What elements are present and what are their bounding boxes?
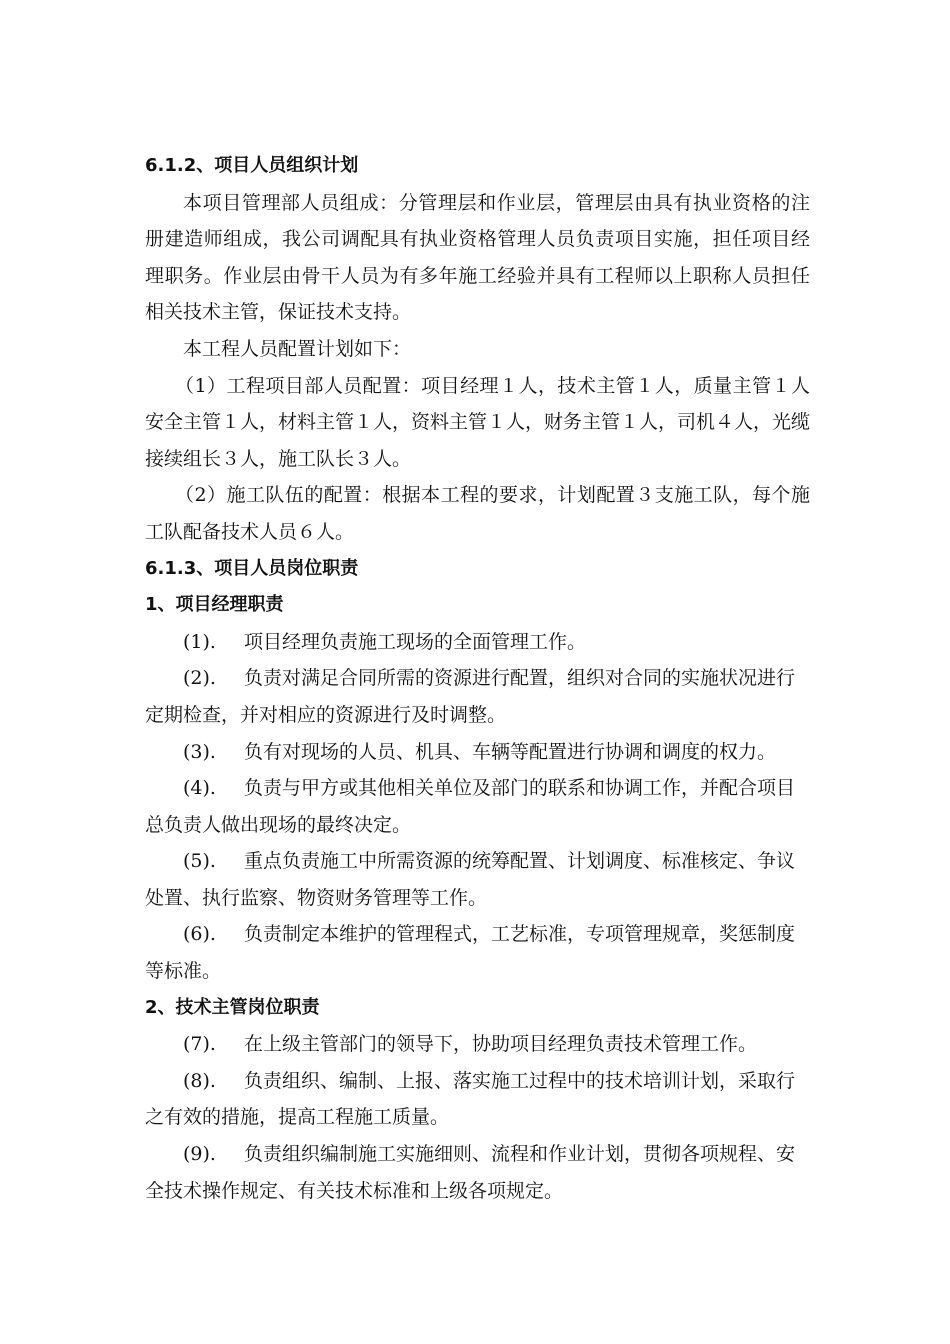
- list-item: [145, 843, 810, 916]
- list-item-line: [145, 770, 810, 807]
- subheading-project-manager: 1、项目经理职责: [145, 594, 284, 616]
- list-number: (5).: [183, 850, 216, 873]
- paragraph-organization: [145, 185, 810, 331]
- list-item: [145, 916, 810, 989]
- list-item: [145, 734, 810, 771]
- list-number: (7).: [183, 1033, 216, 1056]
- list-text: 负责制定本维护的管理程式，工艺标准，专项管理规章，奖惩制度: [244, 923, 796, 946]
- list-item-line: 全技术操作规定、有关技术标准和上级各项规定。: [145, 1179, 564, 1202]
- paragraph-line: （1）工程项目部人员配置：项目经理１人，技术主管１人，质量主管１人: [175, 374, 810, 397]
- section-heading-6-1-2: 6.1.2、项目人员组织计划: [145, 155, 359, 176]
- list-item-line: [145, 734, 810, 771]
- subheading-technical-director: 2、技术主管岗位职责: [145, 996, 320, 1018]
- list-number: (8).: [183, 1069, 216, 1092]
- list-item-line: [145, 660, 810, 697]
- paragraph-line: 相关技术主管，保证技术支持。: [145, 301, 412, 324]
- list-text: 负责组织、编制、上报、落实施工过程中的技术培训计划，采取行: [244, 1069, 796, 1092]
- list-item-line: [145, 1136, 810, 1173]
- list-item: [145, 1026, 810, 1063]
- list-text: 负有对现场的人员、机具、车辆等配置进行协调和调度的权力。: [244, 740, 777, 763]
- list-number: (4).: [183, 777, 216, 800]
- section-heading-6-1-3: 6.1.3、项目人员岗位职责: [145, 557, 359, 579]
- list-item-line: 处置、执行监察、物资财务管理等工作。: [145, 886, 488, 909]
- paragraph-line: 理职务。作业层由骨干人员为有多年施工经验并具有工程师以上职称人员担任: [145, 264, 810, 287]
- list-text: 负责对满足合同所需的资源进行配置，组织对合同的实施状况进行: [244, 667, 796, 690]
- list-item-line: [145, 916, 810, 953]
- list-text: 负责组织编制施工实施细则、流程和作业计划，贯彻各项规程、安: [244, 1143, 796, 1166]
- list-item-line: [145, 843, 810, 880]
- list-item-line: 等标准。: [145, 960, 222, 983]
- list-item: [145, 1063, 810, 1136]
- paragraph-line: 接续组长３人，施工队长３人。: [145, 447, 412, 470]
- list-item-line: [145, 1063, 810, 1100]
- paragraph-line: 工队配备技术人员６人。: [145, 520, 355, 543]
- paragraph-line: 册建造师组成，我公司调配具有执业资格管理人员负责项目实施，担任项目经: [145, 228, 810, 251]
- paragraph-staffing-item-2: [145, 477, 810, 550]
- list-item: [145, 1136, 810, 1209]
- list-number: (3).: [183, 740, 216, 763]
- list-item-line: [145, 624, 810, 661]
- list-number: (2).: [183, 667, 216, 690]
- list-item-line: 之有效的措施，提高工程施工质量。: [145, 1106, 450, 1129]
- list-item: [145, 660, 810, 733]
- paragraph-line: 本项目管理部人员组成：分管理层和作业层，管理层由具有执业资格的注: [183, 191, 810, 214]
- list-item: [145, 624, 810, 661]
- paragraph-staffing-item-1: [145, 368, 810, 478]
- paragraph-staffing-intro: 本工程人员配置计划如下：: [183, 337, 412, 360]
- list-text: 重点负责施工中所需资源的统筹配置、计划调度、标准核定、争议: [244, 850, 796, 873]
- list-item-line: [145, 1026, 810, 1063]
- list-number: (6).: [183, 923, 216, 946]
- document-body: [145, 148, 810, 1209]
- list-number: (9).: [183, 1143, 216, 1166]
- paragraph-line: （2）施工队伍的配置：根据本工程的要求，计划配置３支施工队，每个施: [175, 484, 810, 507]
- list-item-line: 总负责人做出现场的最终决定。: [145, 813, 412, 836]
- list-text: 在上级主管部门的领导下，协助项目经理负责技术管理工作。: [244, 1033, 758, 1056]
- list-text: 项目经理负责施工现场的全面管理工作。: [244, 630, 587, 653]
- list-number: (1).: [183, 630, 216, 653]
- list-item-line: 定期检查，并对相应的资源进行及时调整。: [145, 703, 507, 726]
- paragraph-line: 安全主管１人，材料主管１人，资料主管１人，财务主管１人，司机４人，光缆: [145, 411, 811, 434]
- list-item: [145, 770, 810, 843]
- list-text: 负责与甲方或其他相关单位及部门的联系和协调工作，并配合项目: [244, 777, 796, 800]
